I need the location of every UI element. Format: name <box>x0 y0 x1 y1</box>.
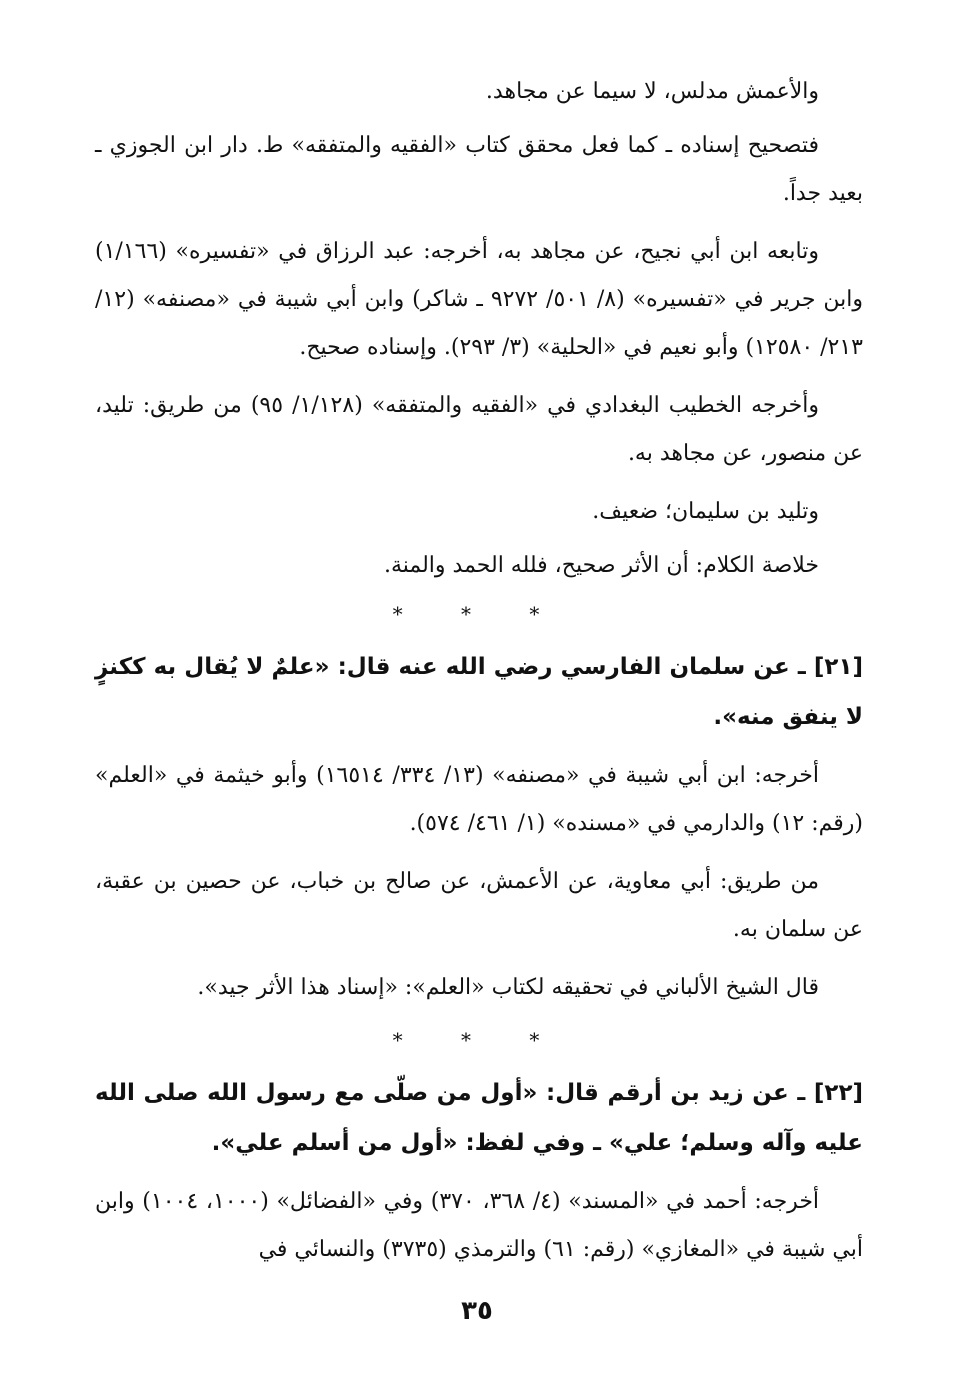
paragraph-21-tariq: من طريق: أبي معاوية، عن الأعمش، عن صالح بن خباب، عن حصين بن عقبة، عن سلمان به. <box>95 869 863 942</box>
section-separator: * * * <box>392 1028 566 1052</box>
page-number: ٣٥ <box>461 1296 493 1326</box>
paragraph-21-takhrij: أخرجه: ابن أبي شيبة في «مصنفه» (١٣/ ٣٣٤/ ١٦٥١٤) وأبو خيثمة في «العلم» (رقم: ١٢) والدارمي في «مسنده» (١/ ٤٦١/ ٥٧٤). <box>95 763 863 836</box>
paragraph-22-takhrij: أخرجه: أحمد في «المسند» (٤/ ٣٦٨، ٣٧٠) وفي «الفضائل» (١٠٠٠، ١٠٠٤) وابن أبي شيبة في «المغازي» (رقم: ٦١) والترمذي (٣٧٣٥) والنسائي في <box>95 1189 863 1262</box>
paragraph-21-albani: قال الشيخ الألباني في تحقيقه لكتاب «العلم»: «إسناد هذا الأثر جيد». <box>197 975 819 1000</box>
section-separator: * * * <box>392 602 566 626</box>
athar-22-heading: [٢٢] ـ عن زيد بن أرقم قال: «أول من صلّى مع رسول الله صلى الله عليه وآله وسلم؛ علي» ـ وفي لفظ: «أول من أسلم علي». <box>95 1080 863 1156</box>
athar-21-heading: [٢١] ـ عن سلمان الفارسي رضي الله عنه قال: «علمٌ لا يُقال به ككنزٍ لا ينفق منه». <box>95 654 863 730</box>
paragraph-amash: والأعمش مدلس، لا سيما عن مجاهد. <box>485 79 819 104</box>
paragraph-talid: وتليد بن سليمان؛ ضعيف. <box>592 499 819 524</box>
paragraph-khatib: وأخرجه الخطيب البغدادي في «الفقيه والمتفقه» (١/١٢٨/ ٩٥) من طريق: تليد، عن منصور، عن مجاهد به. <box>95 393 863 466</box>
paragraph-khulasa: خلاصة الكلام: أن الأثر صحيح، فلله الحمد والمنة. <box>383 553 819 578</box>
paragraph-tashih: فتصحيح إسناده ـ كما فعل محقق كتاب «الفقيه والمتفقه» ط. دار ابن الجوزي ـ بعيد جداً. <box>95 133 863 206</box>
page-body <box>95 68 863 1284</box>
paragraph-tabaahu: وتابعه ابن أبي نجيح، عن مجاهد به، أخرجه: عبد الرزاق في «تفسيره» (١/١٦٦) وابن جرير في «تفسيره» (٨/ ٥٠١/ ٩٢٧٢ ـ شاكر) وابن أبي شيبة في «مصنفه» (١٢/ ٢١٣/ ١٢٥٨٠) وأبو نعيم في «الحلية» (٣/ ٢٩٣). وإسناده صحيح. <box>95 239 863 360</box>
